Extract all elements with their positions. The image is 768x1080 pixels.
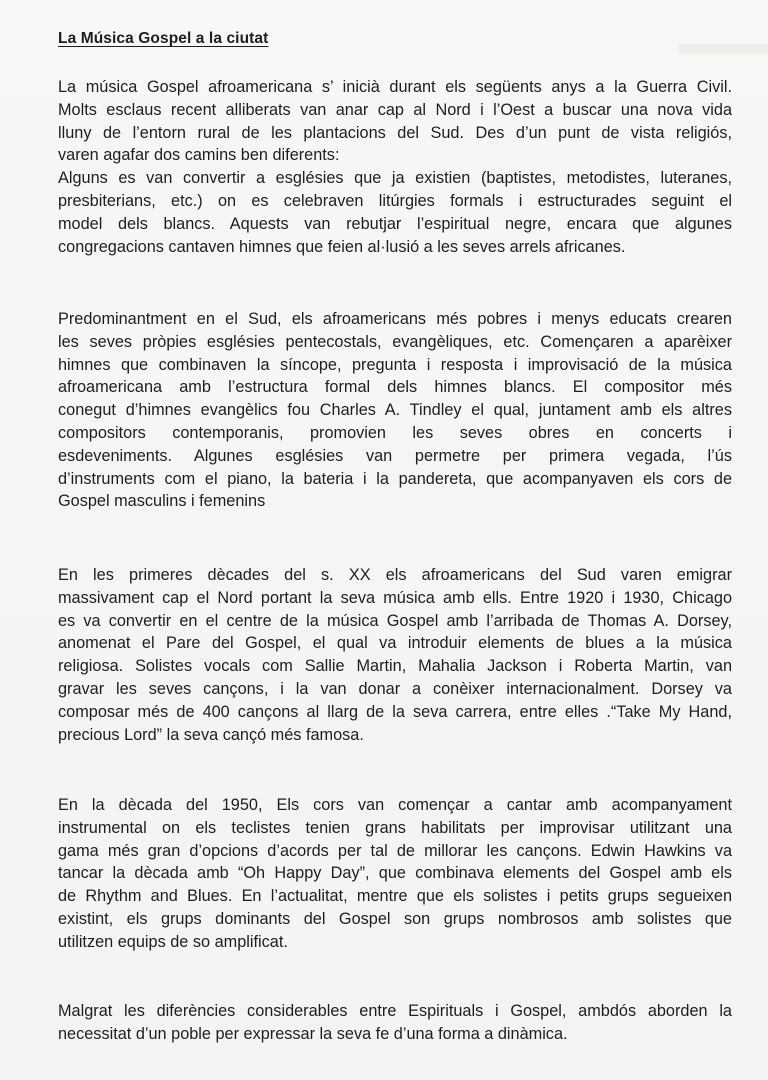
text-line: d’instruments com el piano, la bateria i la pandereta, que acompanyaven els cors de bbox=[58, 469, 732, 488]
text-line: conegut d’himnes evangèlics fou Charles A. Tindley el qual, juntament amb els altres bbox=[58, 401, 732, 420]
text-line: model dels blancs. Aquests van rebutjar l’espiritual negre, encara que algunes bbox=[58, 214, 732, 233]
text-line: presbiterians, etc.) on es celebraven litúrgies formals i estructurades seguint el bbox=[58, 191, 732, 210]
text-line: gama més gran d’opcions d’acords per tal de millorar les cançons. Edwin Hawkins va bbox=[58, 841, 732, 860]
paragraph-4 bbox=[58, 794, 732, 954]
text-line: religiosa. Solistes vocals com Sallie Martin, Mahalia Jackson i Roberta Martin, van bbox=[58, 657, 732, 676]
text-line: Molts esclaus recent alliberats van anar cap al Nord i l’Oest a buscar una nova vida bbox=[58, 100, 732, 119]
text-line: instrumental on els teclistes tenien grans habilitats per improvisar utilitzant una bbox=[58, 818, 732, 837]
text-line: Gospel masculins i femenins bbox=[58, 492, 266, 511]
text-line: tancar la dècada amb “Oh Happy Day”, que combinava elements del Gospel amb els bbox=[58, 864, 732, 883]
text-line: compositors contemporanis, promovien les seves obres en concerts i bbox=[58, 423, 732, 442]
text-line: Alguns es van convertir a esglésies que ja existien (baptistes, metodistes, luteranes, bbox=[58, 169, 732, 188]
text-line: existint, els grups dominants del Gospel son grups nombrosos amb solistes que bbox=[58, 909, 732, 928]
text-line: gravar les seves cançons, i la van donar a conèixer internacionalment. Dorsey va bbox=[58, 679, 732, 698]
text-line: lluny de l’entorn rural de les plantacions del Sud. Des d’un punt de vista religiós, bbox=[58, 123, 732, 142]
document-title: La Música Gospel a la ciutat bbox=[58, 30, 269, 47]
text-line: esdeveniments. Algunes esglésies van permetre per primera vegada, l’ús bbox=[58, 446, 732, 465]
text-line: utilitzen equips de so amplificat. bbox=[58, 932, 288, 951]
text-line: afroamericana amb l’estructura formal dels himnes blancs. El compositor més bbox=[58, 378, 732, 397]
paragraph-3 bbox=[58, 564, 732, 746]
paragraph-1 bbox=[58, 76, 732, 258]
text-line: de Rhythm and Blues. En l’actualitat, mentre que els solistes i petits grups segueixen bbox=[58, 887, 732, 906]
text-line: Predominantment en el Sud, els afroamericans més pobres i menys educats crearen bbox=[58, 310, 732, 328]
text-line: necessitat d’un poble per expressar la seva fe d’una forma a dinàmica. bbox=[58, 1024, 568, 1043]
text-line: Malgrat les diferències considerables entre Espirituals i Gospel, ambdós aborden la bbox=[58, 1002, 732, 1020]
text-line: massivament cap el Nord portant la seva música amb ells. Entre 1920 i 1930, Chicago bbox=[58, 588, 732, 607]
text-line: composar més de 400 cançons al llarg de la seva carrera, entre elles .“Take My Hand, bbox=[58, 702, 732, 721]
text-line: anomenat el Pare del Gospel, el qual va introduir elements de blues a la música bbox=[58, 634, 732, 653]
text-line: varen agafar dos camins ben diferents: bbox=[58, 146, 340, 165]
bleed-through-mark bbox=[678, 44, 768, 54]
text-line: les seves pròpies esglésies pentecostals, evangèliques, etc. Començaren a aparèixer bbox=[58, 332, 732, 351]
text-line: congregacions cantaven himnes que feien al·lusió a les seves arrels africanes. bbox=[58, 237, 626, 256]
text-line: precious Lord” la seva cançó més famosa. bbox=[58, 725, 364, 744]
text-line: es va convertir en el centre de la música Gospel amb l’arribada de Thomas A. Dorsey, bbox=[58, 611, 732, 630]
text-line: La música Gospel afroamericana s’ inicià durant els següents anys a la Guerra Civil. bbox=[58, 78, 732, 96]
paragraph-5 bbox=[58, 1000, 732, 1046]
text-line: himnes que combinaven la síncope, pregunta i resposta i improvisació de la música bbox=[58, 355, 732, 374]
text-line: En les primeres dècades del s. XX els afroamericans del Sud varen emigrar bbox=[58, 566, 732, 584]
paragraph-2 bbox=[58, 308, 732, 513]
text-line: En la dècada del 1950, Els cors van començar a cantar amb acompanyament bbox=[58, 796, 732, 814]
